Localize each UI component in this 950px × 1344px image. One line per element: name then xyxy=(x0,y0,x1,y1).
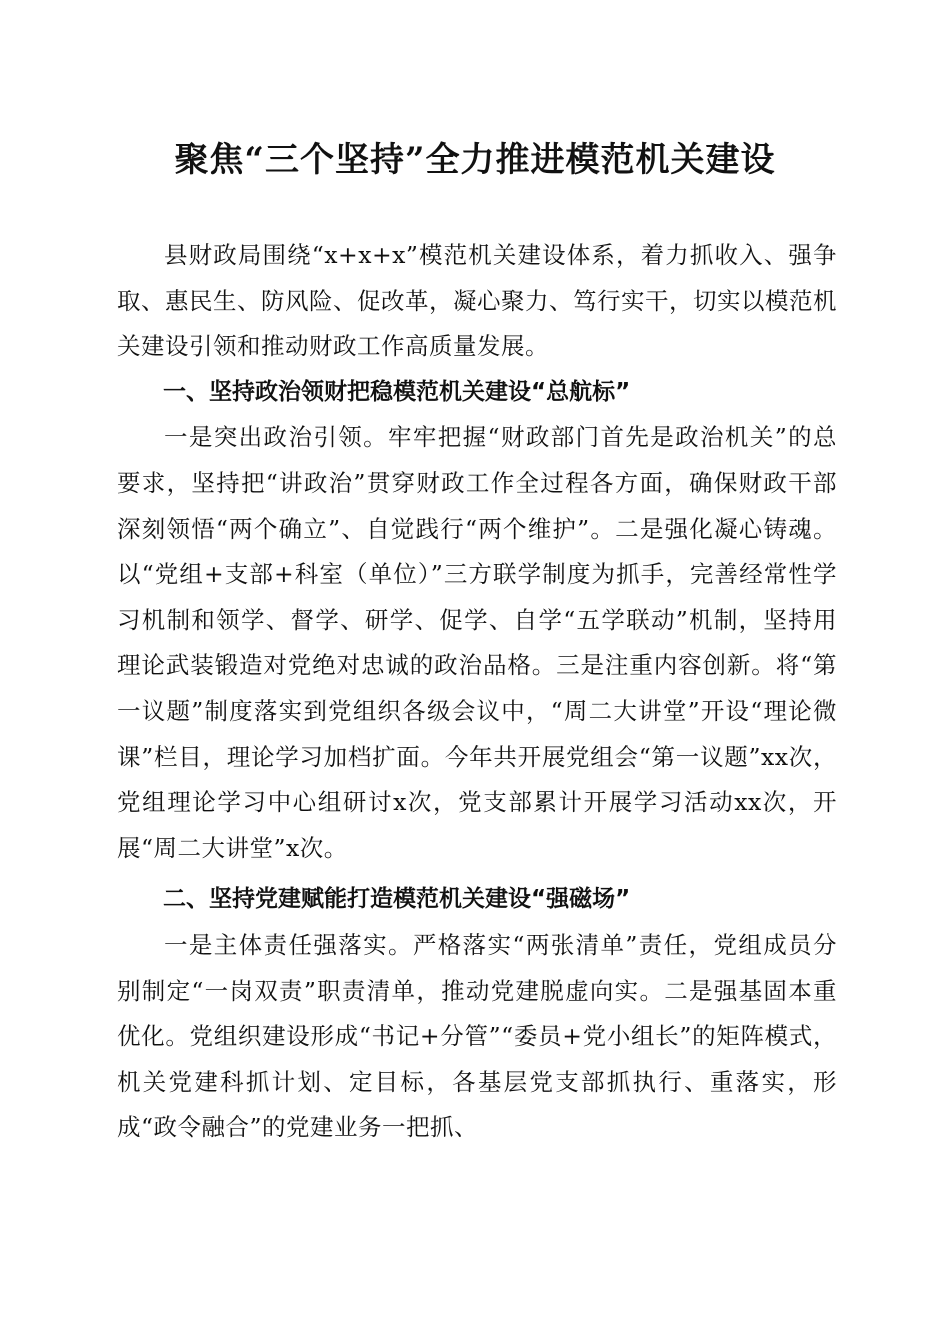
document-title: 聚焦“三个坚持”全力推进模范机关建设 xyxy=(174,140,776,180)
section-2-heading: 二、坚持党建赋能打造模范机关建设“强磁场” xyxy=(163,886,631,913)
section-1-heading: 一、坚持政治领财把稳模范机关建设“总航标” xyxy=(163,378,631,405)
section-1-body: 一是突出政治引领。牢牢把握“财政部门首先是政治机关”的总要求，坚持把“讲政治”贯穿财政工作全过程各方面，确保财政干部深刻领悟“两个确立”、自觉践行“两个维护”。二是强化凝心铸魂。以“党组+支部+科室（单位）”三方联学制度为抓手，完善经常性学习机制和领学、督学、研学、促学、自学“五学联动”机制，坚持用理论武装锻造对党绝对忠诚的政治品格。三是注重内容创新。将“第一议题”制度落实到党组织各级会议中，“周二大讲堂”开设“理论微课”栏目，理论学习加档扩面。今年共开展党组会“第一议题”xx次，党组理论学习中心组研讨x次，党支部累计开展学习活动xx次，开展“周二大讲堂”x次。 xyxy=(117,423,837,862)
section-2-body: 一是主体责任强落实。严格落实“两张清单”责任，党组成员分别制定“一岗双责”职责清单，推动党建脱虚向实。二是强基固本重优化。党组织建设形成“书记+分管”“委员+党小组长”的矩阵模式，机关党建科抓计划、定目标，各基层党支部抓执行、重落实，形成“政令融合”的党建业务一把抓、 xyxy=(117,930,837,1142)
intro-paragraph: 县财政局围绕“x+x+x”模范机关建设体系，着力抓收入、强争取、惠民生、防风险、促改革，凝心聚力、笃行实干，切实以模范机关建设引领和推动财政工作高质量发展。 xyxy=(117,241,837,361)
document-body xyxy=(117,233,837,1151)
